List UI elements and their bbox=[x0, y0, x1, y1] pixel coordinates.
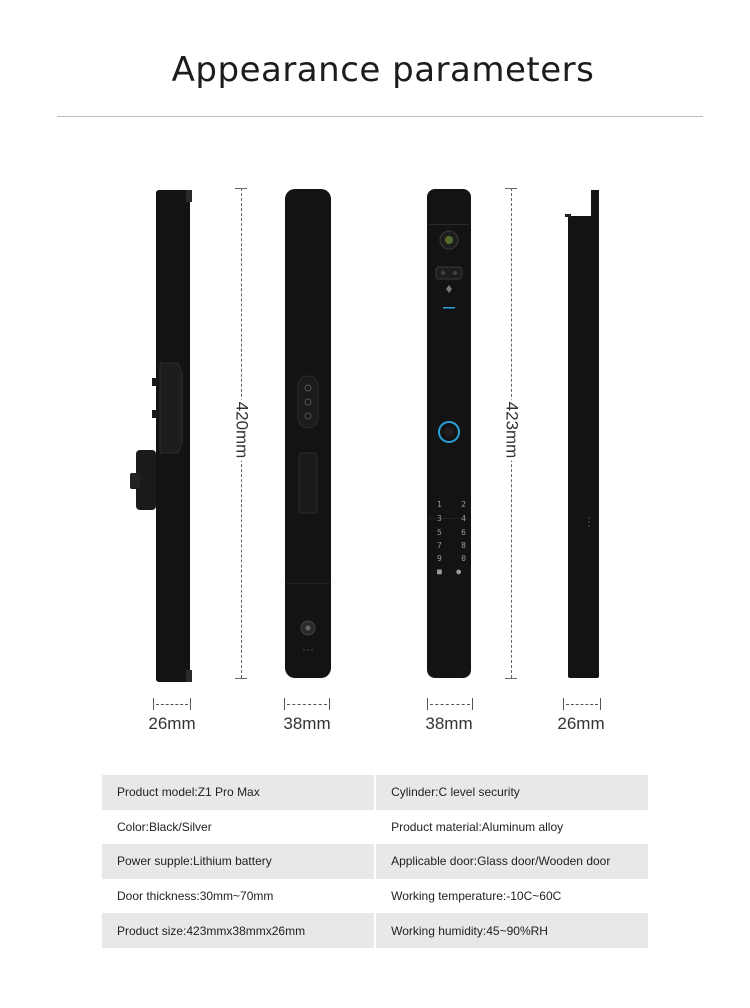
spec-table bbox=[102, 775, 648, 948]
lock-side-view-right bbox=[565, 188, 601, 680]
spec-cell: Color:Black/Silver bbox=[102, 810, 375, 845]
width-dimension-1 bbox=[153, 698, 191, 710]
width-label-3: 38mm bbox=[425, 714, 473, 733]
dimension-tick bbox=[235, 678, 247, 679]
lock-back-view bbox=[283, 188, 333, 680]
width-label-1: 26mm bbox=[148, 714, 196, 733]
width-label-2: 38mm bbox=[283, 714, 331, 733]
product-drawings bbox=[0, 180, 750, 740]
width-dimension-3 bbox=[427, 698, 473, 710]
height-label-right: 423mm bbox=[502, 401, 522, 459]
spec-cell: Working humidity:45~90%RH bbox=[375, 913, 648, 948]
spec-cell: Applicable door:Glass door/Wooden door bbox=[375, 844, 648, 879]
spec-cell: Product material:Aluminum alloy bbox=[375, 810, 648, 845]
dimension-tick bbox=[505, 188, 517, 189]
dimension-tick bbox=[505, 678, 517, 679]
spec-cell: Product size:423mmx38mmx26mm bbox=[102, 913, 375, 948]
divider bbox=[57, 116, 703, 117]
dimension-tick bbox=[235, 188, 247, 189]
height-label-left: 420mm bbox=[232, 401, 252, 459]
spec-cell: Power supple:Lithium battery bbox=[102, 844, 375, 879]
lock-side-view-left bbox=[130, 188, 195, 688]
width-dimension-2 bbox=[284, 698, 330, 710]
spec-cell: Product model:Z1 Pro Max bbox=[102, 775, 375, 810]
width-dimension-4 bbox=[563, 698, 601, 710]
keypad-row: 1 2 bbox=[437, 500, 466, 509]
keypad-row: 3 4 bbox=[437, 514, 466, 523]
spec-row bbox=[102, 775, 648, 810]
lock-front-view bbox=[426, 188, 472, 680]
spec-row bbox=[102, 879, 648, 914]
spec-row bbox=[102, 913, 648, 948]
keypad-row: 9 0 bbox=[437, 554, 466, 563]
spec-cell: Door thickness:30mm~70mm bbox=[102, 879, 375, 914]
width-label-4: 26mm bbox=[557, 714, 605, 733]
keypad-row: 5 6 bbox=[437, 528, 466, 537]
spec-cell: Cylinder:C level security bbox=[375, 775, 648, 810]
page-title: Appearance parameters bbox=[171, 50, 595, 90]
spec-row bbox=[102, 810, 648, 845]
spec-cell: Working temperature:-10C~60C bbox=[375, 879, 648, 914]
keypad-row: 7 8 bbox=[437, 541, 466, 550]
lock-key-icons: ■ ● bbox=[437, 567, 462, 576]
spec-row bbox=[102, 844, 648, 879]
